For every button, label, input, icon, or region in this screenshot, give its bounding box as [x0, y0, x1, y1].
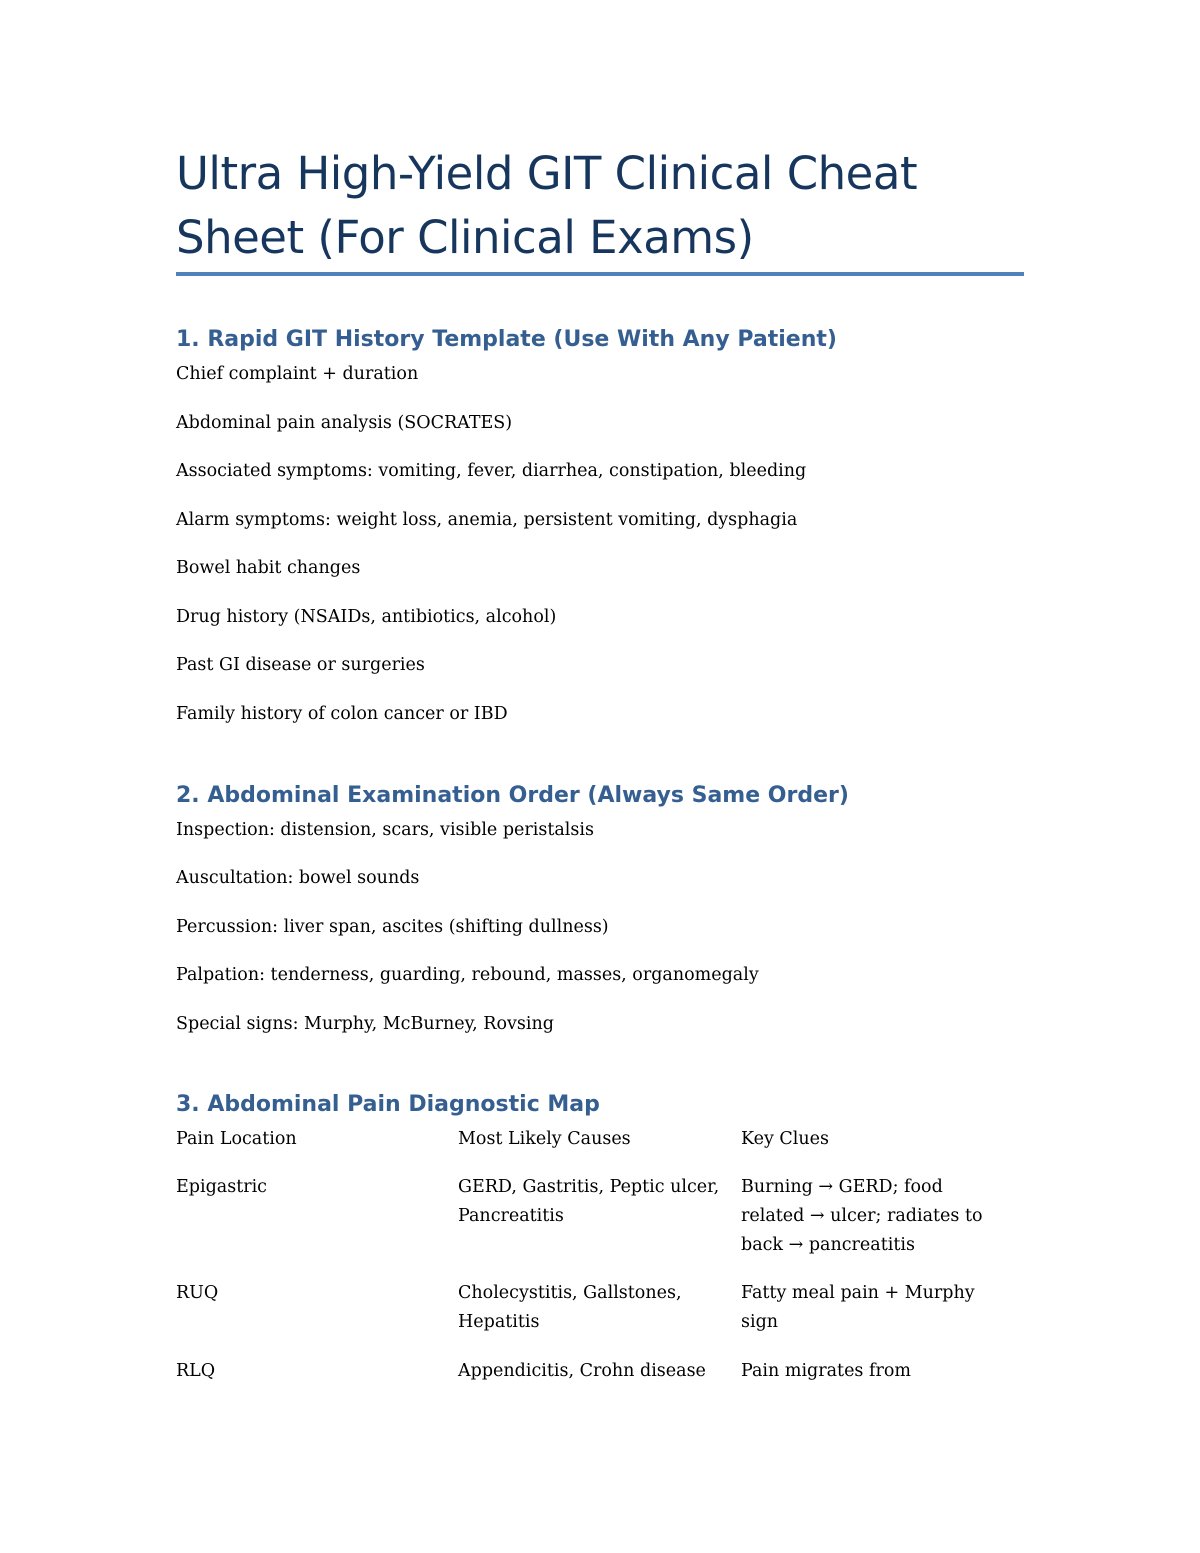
section-heading-history: 1. Rapid GIT History Template (Use With Any Patient) [176, 327, 837, 352]
exam-item: Inspection: distension, scars, visible peristalsis [176, 820, 594, 840]
history-item: Drug history (NSAIDs, antibiotics, alcohol) [176, 607, 557, 627]
table-cell: Burning → GERD; food related → ulcer; radiates to back → pancreatitis [741, 1177, 983, 1255]
table-header-cell: Key Clues [741, 1129, 830, 1149]
exam-item: Palpation: tenderness, guarding, rebound, masses, organomegaly [176, 965, 759, 985]
history-item: Chief complaint + duration [176, 364, 419, 384]
exam-item: Percussion: liver span, ascites (shifting dullness) [176, 917, 609, 937]
section-heading-examination: 2. Abdominal Examination Order (Always Same Order) [176, 783, 849, 808]
table-cell: Fatty meal pain + Murphy sign [741, 1283, 975, 1332]
history-item: Abdominal pain analysis (SOCRATES) [176, 413, 513, 433]
history-item: Alarm symptoms: weight loss, anemia, persistent vomiting, dysphagia [176, 510, 798, 530]
history-item: Family history of colon cancer or IBD [176, 704, 508, 724]
history-item: Bowel habit changes [176, 558, 361, 578]
page-title: Ultra High-Yield GIT Clinical Cheat Sheet (For Clinical Exams) [176, 147, 918, 264]
history-item: Associated symptoms: vomiting, fever, diarrhea, constipation, bleeding [176, 461, 807, 481]
title-underline [176, 272, 1024, 276]
table-cell: Appendicitis, Crohn disease [458, 1361, 706, 1381]
table-cell: GERD, Gastritis, Peptic ulcer, Pancreatitis [458, 1177, 720, 1226]
exam-item: Auscultation: bowel sounds [176, 868, 420, 888]
table-cell: Cholecystitis, Gallstones, Hepatitis [458, 1283, 682, 1332]
table-header-cell: Most Likely Causes [458, 1129, 631, 1149]
history-item: Past GI disease or surgeries [176, 655, 425, 675]
table-header-cell: Pain Location [176, 1129, 297, 1149]
exam-item: Special signs: Murphy, McBurney, Rovsing [176, 1014, 554, 1034]
table-cell: Epigastric [176, 1177, 267, 1197]
table-cell: Pain migrates from [741, 1361, 911, 1381]
section-heading-pain-map: 3. Abdominal Pain Diagnostic Map [176, 1092, 600, 1117]
table-cell: RUQ [176, 1283, 219, 1303]
table-cell: RLQ [176, 1361, 216, 1381]
